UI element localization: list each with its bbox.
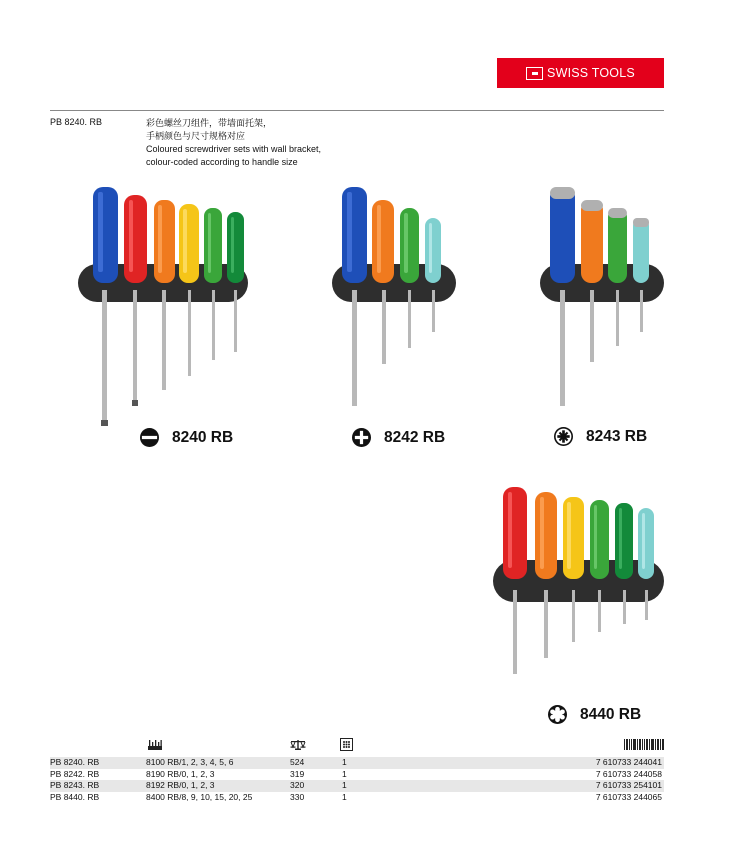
row-qty: 1 xyxy=(342,780,442,792)
set-name: 8440 RB xyxy=(580,705,642,723)
row-ean: 7 610733 244041 xyxy=(442,757,664,769)
table-row xyxy=(50,757,664,769)
row-qty: 1 xyxy=(342,757,442,769)
torx-tip-icon xyxy=(548,705,567,724)
description-en-line-1: Coloured screwdriver sets with wall bracket, xyxy=(146,144,322,154)
screwdriver-set-8440 xyxy=(493,487,664,674)
phillips-tip-icon xyxy=(352,428,371,447)
row-code: PB 8242. RB xyxy=(50,768,100,779)
description-cn-line-2: 手柄颜色与尺寸规格对应 xyxy=(146,131,246,141)
screwdriver xyxy=(425,218,441,332)
pozidriv-tip-icon xyxy=(554,427,573,446)
screwdriver xyxy=(400,208,419,348)
row-qty: 1 xyxy=(342,768,347,779)
screwdriver xyxy=(638,508,654,620)
screwdriver xyxy=(590,500,609,632)
description-cn-line-1: 彩色螺丝刀组件，带墙面托架， xyxy=(146,118,273,128)
ruler-icon xyxy=(148,739,162,750)
row-weight: 319 xyxy=(290,768,305,779)
set-name: 8243 RB xyxy=(586,427,648,445)
row-contents: 8100 RB/1, 2, 3, 4, 5, 6 xyxy=(146,757,290,769)
screwdriver-set-8242 xyxy=(332,187,456,406)
row-ean: 7 610733 244065 xyxy=(595,791,662,802)
row-contents: 8192 RB/0, 1, 2, 3 xyxy=(146,780,290,792)
row-qty: 1 xyxy=(342,791,347,802)
set-label-8440 xyxy=(548,705,641,724)
row-ean: 7 610733 254101 xyxy=(442,780,664,792)
table-row xyxy=(50,780,664,792)
box-icon xyxy=(340,738,353,751)
screwdriver xyxy=(633,218,649,332)
brand-name: SWISS TOOLS xyxy=(547,66,635,80)
row-weight: 330 xyxy=(290,791,305,802)
scale-icon xyxy=(290,739,306,750)
row-code: PB 8440. RB xyxy=(50,791,100,802)
row-code: PB 8243. RB xyxy=(50,780,146,792)
table-row xyxy=(50,769,664,781)
row-ean: 7 610733 244058 xyxy=(595,768,662,779)
set-label-8240 xyxy=(140,428,233,447)
row-contents: 8190 RB/0, 1, 2, 3 xyxy=(146,768,215,779)
slotted-tip-icon xyxy=(140,428,159,447)
set-label-8243 xyxy=(554,427,647,446)
screwdriver xyxy=(93,187,118,426)
set-name: 8240 RB xyxy=(172,428,234,446)
description-en-line-2: colour-coded according to handle size xyxy=(146,157,298,167)
screwdriver xyxy=(563,497,584,642)
row-weight: 524 xyxy=(290,757,342,769)
row-contents: 8400 RB/8, 9, 10, 15, 20, 25 xyxy=(146,791,253,802)
row-code: PB 8240. RB xyxy=(50,757,146,769)
table-row xyxy=(50,792,664,804)
barcode-icon xyxy=(624,739,664,750)
screwdriver xyxy=(608,208,627,346)
set-name: 8242 RB xyxy=(384,428,446,446)
set-label-8242 xyxy=(352,428,445,447)
screwdriver xyxy=(615,503,633,624)
row-weight: 320 xyxy=(290,780,342,792)
screwdriver-set-8240 xyxy=(78,187,248,426)
product-code: PB 8240. RB xyxy=(50,117,103,127)
product-table xyxy=(50,757,664,803)
screwdriver xyxy=(535,492,557,658)
screwdriver-set-8243 xyxy=(540,187,664,406)
